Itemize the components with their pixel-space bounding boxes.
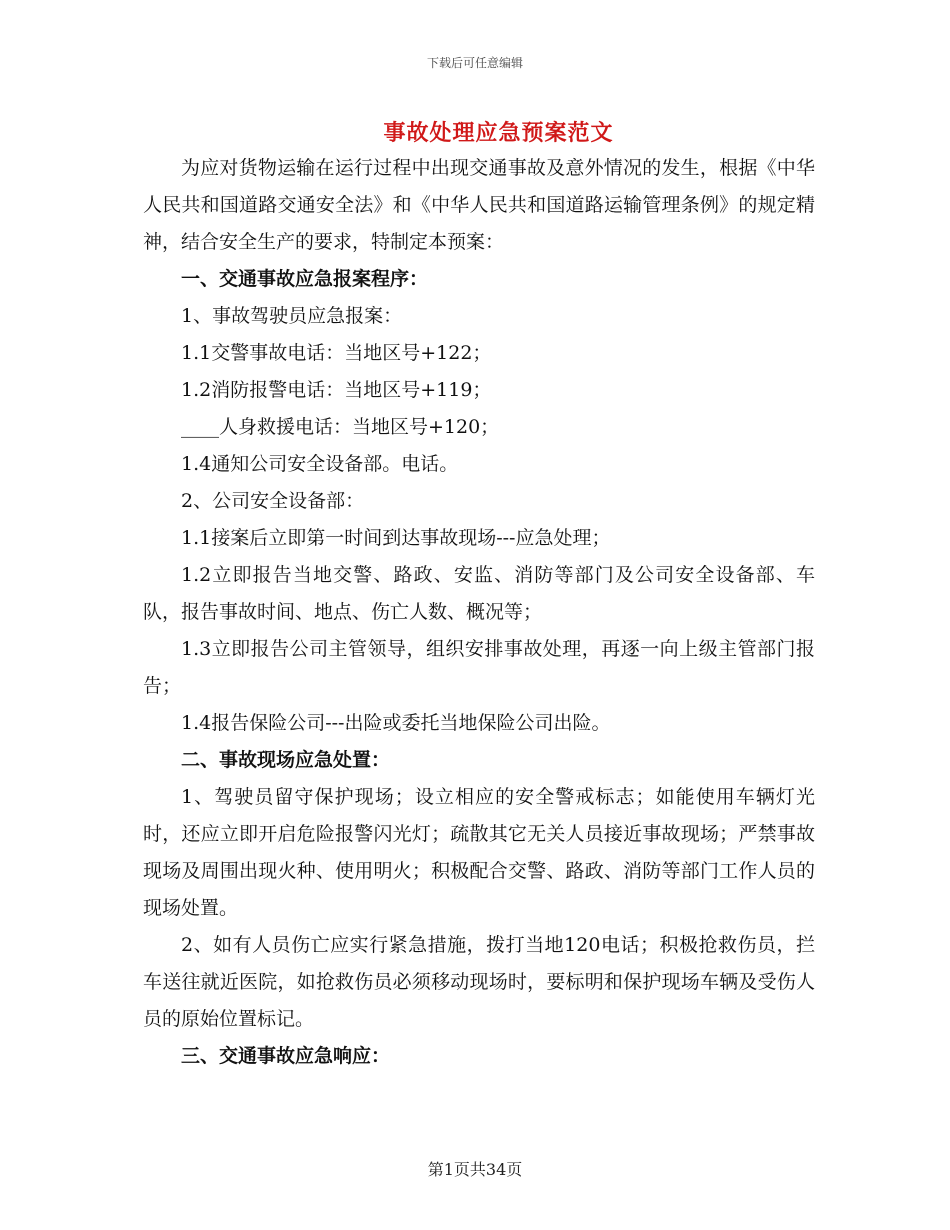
document-body (143, 150, 815, 1075)
onsite-paragraph-1: 1、驾驶员留守保护现场；设立相应的安全警戒标志；如能使用车辆灯光时，还应立即开启危险报警闪光灯；疏散其它无关人员接近事故现场；严禁事故现场及周围出现火种、使用明火；积极配合交警、路政、消防等部门工作人员的现场处置。 (143, 786, 815, 919)
item-rescue-phone: ____人身救援电话：当地区号+120； (181, 416, 500, 438)
item-notify-company: 1.4通知公司安全设备部。电话。 (181, 453, 459, 475)
item-report-leadership: 1.3立即报告公司主管领导，组织安排事故处理，再逐一向上级主管部门报告； (143, 638, 815, 697)
intro-paragraph: 为应对货物运输在运行过程中出现交通事故及意外情况的发生，根据《中华人民共和国道路交通安全法》和《中华人民共和国道路运输管理条例》的规定精神，结合安全生产的要求，特制定本预案： (143, 157, 815, 253)
subheading-safety-dept: 2、公司安全设备部： (181, 490, 365, 512)
section-heading-response: 三、交通事故应急响应： (181, 1045, 391, 1067)
subheading-driver-report: 1、事故驾驶员应急报案： (181, 305, 403, 327)
onsite-paragraph-2: 2、如有人员伤亡应实行紧急措施，拨打当地120电话；积极抢救伤员，拦车送往就近医院，如抢救伤员必须移动现场时，要标明和保护现场车辆及受伤人员的原始位置标记。 (143, 934, 815, 1030)
item-report-insurance: 1.4报告保险公司---出险或委托当地保险公司出险。 (181, 712, 611, 734)
section-heading-onsite: 二、事故现场应急处置： (181, 749, 391, 771)
section-heading-reporting: 一、交通事故应急报案程序： (181, 268, 429, 290)
document-title: 事故处理应急预案范文 (383, 120, 614, 146)
item-arrive-scene: 1.1接案后立即第一时间到达事故现场---应急处理； (181, 527, 611, 549)
item-police-phone: 1.1交警事故电话：当地区号+122； (181, 342, 492, 364)
item-fire-phone: 1.2消防报警电话：当地区号+119； (181, 379, 492, 401)
header-note: 下载后可任意编辑 (426, 56, 523, 70)
item-report-authorities: 1.2立即报告当地交警、路政、安监、消防等部门及公司安全设备部、车队，报告事故时间、地点、伤亡人数、概况等； (143, 564, 815, 623)
page-footer: 第1页共34页 (427, 1160, 523, 1179)
